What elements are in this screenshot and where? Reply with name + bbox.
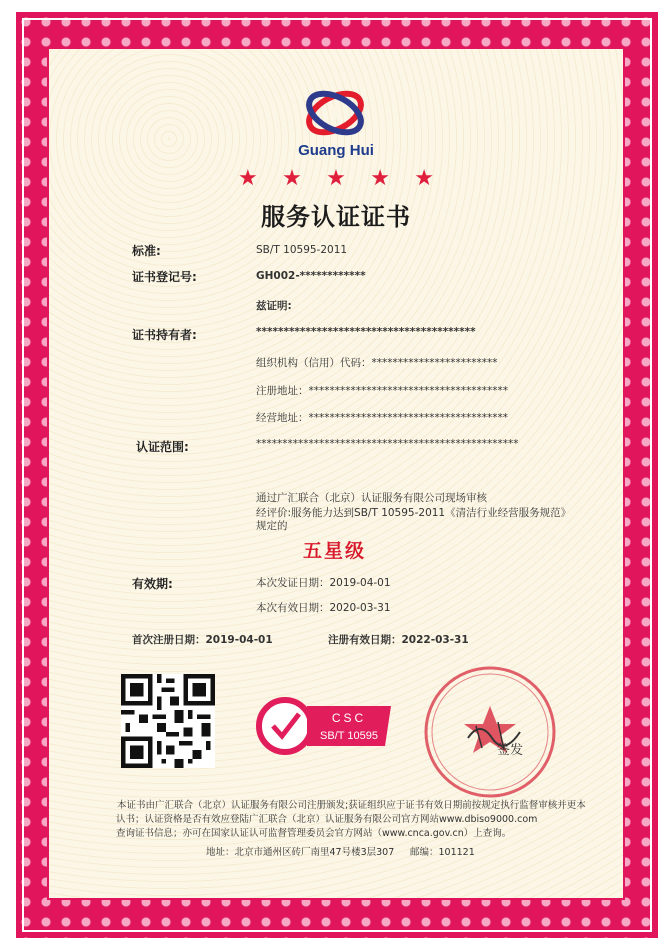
footer-line-1: 本证书由广汇联合（北京）认证服务有限公司注册颁发;获证组织应于证书有效日期前按规定执行监督审核并更本: [117, 800, 586, 811]
holder-label: 证书持有者:: [132, 328, 197, 342]
certificate-title: 服务认证证书: [261, 203, 411, 231]
valid-date: 本次有效日期：2020-03-31: [256, 602, 391, 614]
badge-line-1: CSC: [331, 711, 367, 725]
sign-label: 签发: [497, 743, 524, 758]
guang-hui-logo: [303, 83, 367, 143]
star-icon: ★: [326, 166, 346, 191]
star-icon: ★: [282, 166, 302, 191]
business-address: 经营地址：**************************************: [256, 412, 508, 424]
reg-no-value: GH002-************: [256, 270, 366, 282]
certify-label: 兹证明:: [256, 300, 292, 312]
registration-valid-date: 注册有效日期：2022-03-31: [328, 634, 469, 646]
badge-line-2: SB/T 10595: [320, 730, 378, 742]
star-icon: ★: [238, 166, 258, 191]
statement-line-3: 规定的: [256, 520, 288, 532]
org-code: 组织机构（信用）代码：************************: [256, 357, 498, 369]
five-stars: [238, 168, 434, 190]
footer-line-3: 查询证书信息；亦可在国家认证认可监督管理委员会官方网站（www.cnca.gov.cn）上查询。: [116, 828, 512, 839]
issue-date: 本次发证日期：2019-04-01: [256, 577, 391, 589]
footer-address: 地址：北京市通州区砖厂南里47号楼3层307: [206, 847, 395, 858]
standard-value: SB/T 10595-2011: [256, 244, 348, 256]
validity-label: 有效期:: [132, 577, 173, 591]
scope-label: 认证范围:: [136, 440, 189, 454]
company-seal: [420, 662, 560, 802]
csc-certification-badge: [255, 690, 393, 760]
holder-value: ****************************************: [256, 326, 476, 338]
star-icon: ★: [414, 166, 434, 191]
qr-code: [121, 674, 215, 768]
grade-five-star: 五星级: [303, 540, 367, 562]
star-icon: ★: [370, 166, 390, 191]
first-registration-date: 首次注册日期：2019-04-01: [132, 634, 273, 646]
statement-line-2: 经评价:服务能力达到SB/T 10595-2011《清洁行业经营服务规范》: [256, 507, 572, 519]
brand-name: Guang Hui: [298, 142, 374, 159]
scope-value: **************************************************: [256, 438, 519, 450]
standard-label: 标准:: [132, 244, 161, 258]
footer-postcode: 邮编：101121: [410, 847, 475, 858]
registered-address: 注册地址：**************************************: [256, 385, 508, 397]
footer-line-2: 认书；认证资格是否有效应登陆广汇联合（北京）认证服务有限公司官方网站www.dbiso9000.com: [116, 814, 538, 825]
reg-no-label: 证书登记号:: [132, 270, 197, 284]
statement-line-1: 通过广汇联合（北京）认证服务有限公司现场审核: [256, 492, 487, 504]
